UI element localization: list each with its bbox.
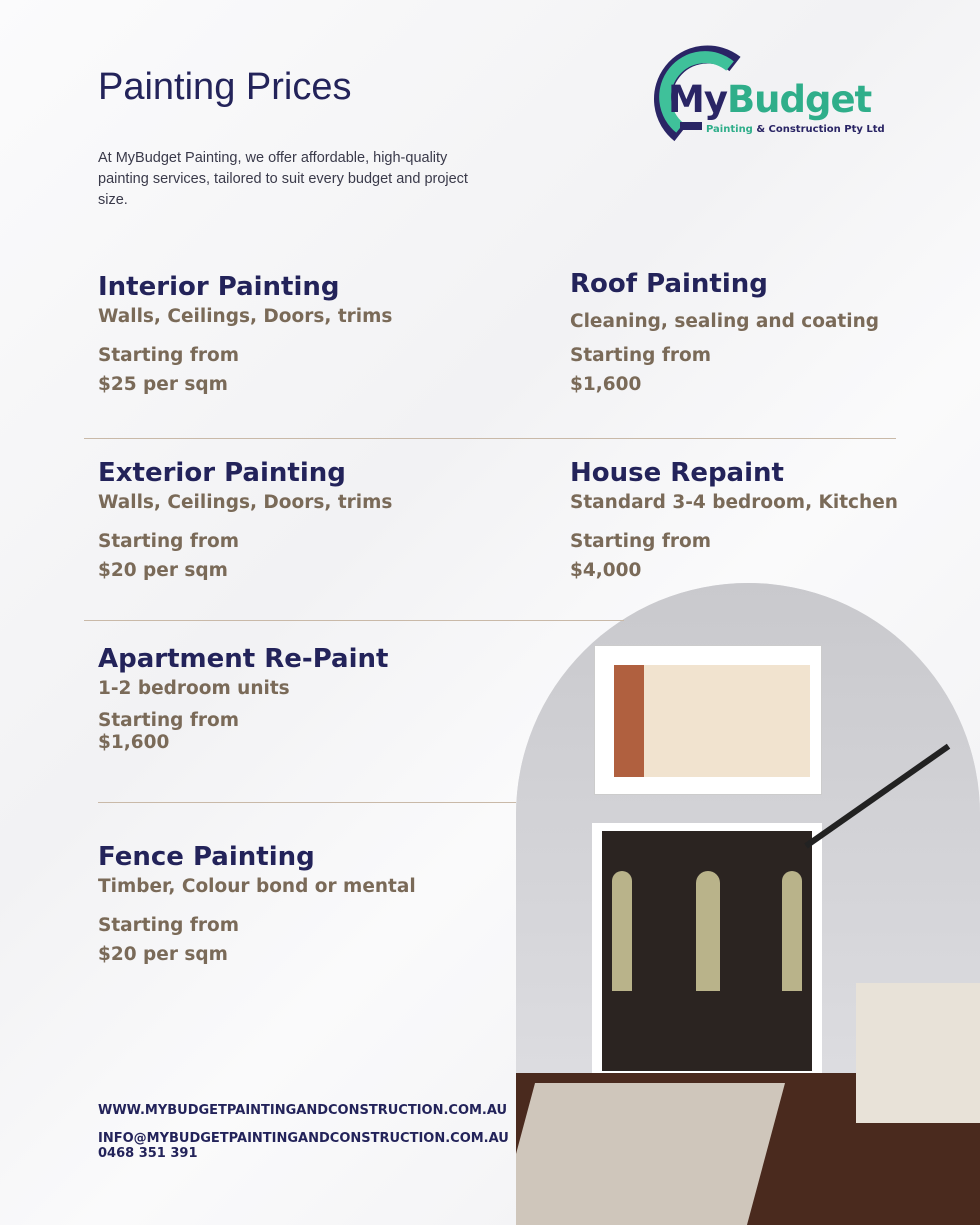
intro-text: At MyBudget Painting, we offer affordable, high-quality painting services, tailored to suit every budget and project size. xyxy=(98,150,468,208)
service-apartment xyxy=(98,644,388,753)
hallway-photo xyxy=(516,583,980,1225)
starting-label: Starting from xyxy=(98,915,239,936)
service-subtitle: Walls, Ceilings, Doors, trims xyxy=(98,306,393,327)
service-subtitle: Standard 3-4 bedroom, Kitchen xyxy=(570,492,898,513)
starting-label: Starting from xyxy=(98,531,239,552)
service-price: $1,600 xyxy=(570,374,642,395)
service-price: $20 per sqm xyxy=(98,944,228,965)
starting-label: Starting from xyxy=(570,345,711,366)
service-price: $1,600 xyxy=(98,732,170,753)
service-fence xyxy=(98,842,416,969)
starting-label: Starting from xyxy=(98,345,239,366)
divider xyxy=(84,620,624,621)
starting-label: Starting from xyxy=(98,710,239,731)
logo-my: My xyxy=(668,78,727,121)
service-exterior xyxy=(98,458,392,585)
logo-tagline-painting: Painting xyxy=(706,124,753,135)
page-title: Painting Prices xyxy=(98,66,352,108)
service-price: $20 per sqm xyxy=(98,560,228,581)
service-subtitle: Timber, Colour bond or mental xyxy=(98,876,416,897)
service-title: Fence Painting xyxy=(98,842,315,872)
logo xyxy=(640,42,900,142)
divider xyxy=(98,802,516,803)
email-link[interactable]: INFO@MYBUDGETPAINTINGANDCONSTRUCTION.COM.AU xyxy=(98,1131,509,1146)
service-subtitle: 1-2 bedroom units xyxy=(98,678,290,699)
service-subtitle: Cleaning, sealing and coating xyxy=(570,311,880,332)
service-title: Roof Painting xyxy=(570,269,768,299)
service-title: House Repaint xyxy=(570,458,784,488)
service-price: $4,000 xyxy=(570,560,642,581)
service-title: Interior Painting xyxy=(98,272,340,302)
logo-tagline-rest: & Construction Pty Ltd xyxy=(756,124,885,135)
service-subtitle: Walls, Ceilings, Doors, trims xyxy=(98,492,393,513)
logo-budget: Budget xyxy=(726,78,872,121)
service-title: Apartment Re-Paint xyxy=(98,644,389,674)
service-house-repaint xyxy=(570,458,898,585)
divider xyxy=(84,438,896,439)
service-interior xyxy=(98,272,392,399)
service-price: $25 per sqm xyxy=(98,374,228,395)
service-roof xyxy=(570,269,879,399)
service-title: Exterior Painting xyxy=(98,458,346,488)
starting-label: Starting from xyxy=(570,531,711,552)
phone-number[interactable]: 0468 351 391 xyxy=(98,1146,198,1161)
website-link[interactable]: WWW.MYBUDGETPAINTINGANDCONSTRUCTION.COM.AU xyxy=(98,1103,508,1118)
